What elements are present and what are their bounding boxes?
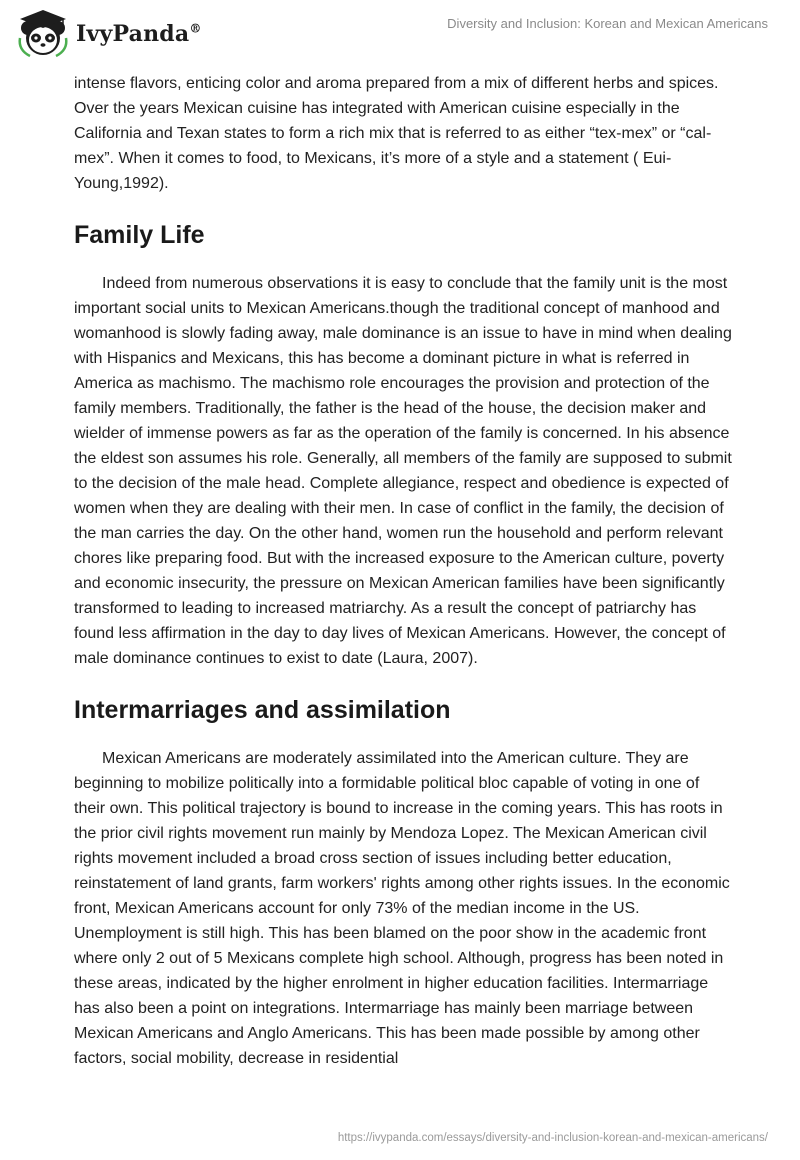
- document-title: Diversity and Inclusion: Korean and Mexican Americans: [447, 16, 768, 31]
- intro-paragraph: intense flavors, enticing color and aroma prepared from a mix of different herbs and spices. Over the years Mexican cuisine has integrated with American cuisine especially in the California and Texan states to form a rich mix that is referred to as either “tex-mex” or “cal-mex”. When it comes to food, to Mexicans, it’s more of a style and a statement ( Eui-Young,1992).: [74, 75, 719, 192]
- panda-graduate-icon: [14, 8, 72, 60]
- ivypanda-logo[interactable]: [14, 8, 202, 60]
- logo-text: IvyPanda®: [76, 21, 202, 47]
- section-heading-family-life: Family Life: [74, 221, 205, 249]
- intermarriages-paragraph: Mexican Americans are moderately assimilated into the American culture. They are beginning to mobilize politically into a formidable political bloc capable of voting in one of their own. This political trajectory is bound to increase in the coming years. This has roots in the prior civil rights movement run mainly by Mendoza Lopez. The Mexican American civil rights movement included a broad cross section of issues including better education, reinstatement of land grants, farm workers' rights among other rights issues. In the economic front, Mexican Americans account for only 73% of the median income in the US. Unemployment is still high. This has been blamed on the poor show in the academic front where only 2 out of 5 Mexicans complete high school. Although, progress has been noted in these areas, indicated by the higher enrolment in higher education facilities. Intermarriage has also been a point on integrations. Intermarriage has mainly been marriage between Mexican Americans and Anglo Americans. This has been made possible by among other factors, social mobility, decrease in residential: [74, 750, 730, 1067]
- family-life-paragraph: Indeed from numerous observations it is easy to conclude that the family unit is the most important social units to Mexican Americans.though the traditional concept of manhood and womanhood is slowly fading away, male dominance is an issue to have in mind when dealing with Hispanics and Mexicans, this has become a dominant picture in what is referred in America as machismo. The machismo role encourages the provision and protection of the family members. Traditionally, the father is the head of the house, the decision maker and wielder of immense powers as far as the operation of the family is concerned. In his absence the eldest son assumes his role. Generally, all members of the family are supposed to submit to the decision of the male head. Complete allegiance, respect and obedience is expected of women when they are dealing with their men. In case of conflict in the family, the decision of the man carries the day. On the other hand, women run the household and perform relevant chores like preparing food. But with the increased exposure to the American culture, poverty and economic insecurity, the pressure on Mexican American families have been significantly transformed to leading to increased matriarchy. As a result the concept of patriarchy has found less affirmation in the day to day lives of Mexican Americans. However, the concept of male dominance continues to exist to date (Laura, 2007).: [74, 275, 732, 667]
- essay-body: [74, 71, 734, 1071]
- source-url[interactable]: https://ivypanda.com/essays/diversity-and-inclusion-korean-and-mexican-americans/: [337, 1132, 768, 1144]
- page-header: [0, 0, 800, 70]
- section-heading-intermarriages: Intermarriages and assimilation: [74, 696, 451, 724]
